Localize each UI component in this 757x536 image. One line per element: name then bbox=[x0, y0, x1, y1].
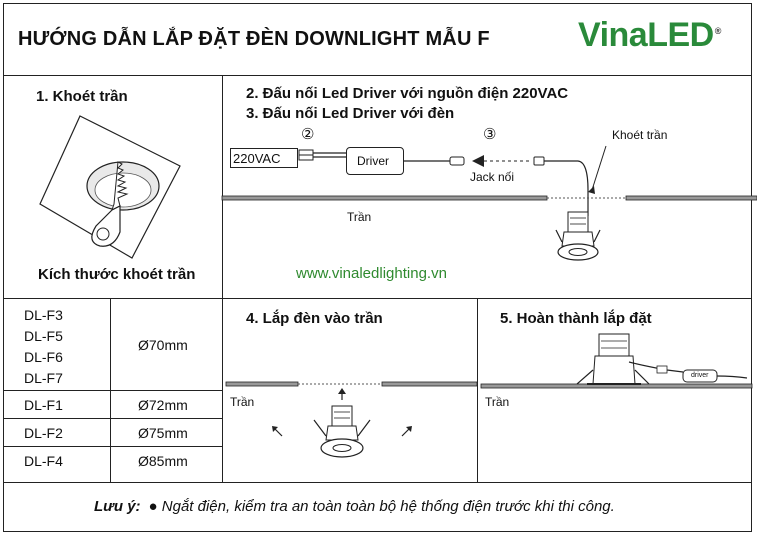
table-cell-model: DL-F2 bbox=[24, 425, 63, 441]
table-row-divider bbox=[3, 418, 222, 419]
step4-title: 4. Lắp đèn vào trần bbox=[246, 310, 383, 327]
driver-label: driver bbox=[691, 372, 709, 379]
table-cell-model: DL-F3 bbox=[24, 307, 63, 323]
step1-title: 1. Khoét trần bbox=[36, 88, 128, 105]
jack-male-shape bbox=[534, 157, 544, 165]
table-row-divider bbox=[3, 390, 222, 391]
table-cell-model: DL-F6 bbox=[24, 349, 63, 365]
safety-note bbox=[94, 498, 615, 515]
step2-title: 2. Đấu nối Led Driver với nguồn điện 220VAC bbox=[246, 85, 569, 102]
note-text: ● Ngắt điện, kiểm tra an toàn toàn bộ hệ thống điện trước khi thi công. bbox=[148, 498, 615, 515]
website-link[interactable]: www.vinaledlighting.vn bbox=[296, 265, 447, 282]
installed-downlight-shape bbox=[577, 334, 649, 384]
ceiling-label: Trần bbox=[230, 395, 255, 409]
step3-marker: ③ bbox=[483, 126, 497, 143]
ceiling-line bbox=[222, 196, 547, 200]
table-cell-size: Ø85mm bbox=[138, 453, 188, 469]
downlight-shape bbox=[314, 406, 370, 457]
table-cell-size: Ø75mm bbox=[138, 425, 188, 441]
step5-diagram bbox=[477, 326, 752, 396]
brand-logo bbox=[578, 16, 721, 55]
logo-registered: ® bbox=[714, 25, 721, 36]
step5-title: 5. Hoàn thành lắp đặt bbox=[500, 310, 652, 327]
step3-title: 3. Đấu nối Led Driver với đèn bbox=[246, 105, 455, 122]
logo-led: LED bbox=[647, 16, 714, 54]
cutout-size-title: Kích thước khoét trần bbox=[38, 266, 196, 283]
note-label: Lưu ý: bbox=[94, 498, 141, 515]
table-cell-size: Ø70mm bbox=[138, 337, 188, 353]
table-cell-model: DL-F5 bbox=[24, 328, 63, 344]
footer-divider bbox=[3, 482, 752, 483]
jack-female-shape bbox=[450, 157, 464, 165]
page-title: HƯỚNG DẪN LẮP ĐẶT ĐÈN DOWNLIGHT MẪU F bbox=[18, 28, 490, 50]
table-row-divider bbox=[3, 446, 222, 447]
connect-arrow-head bbox=[472, 155, 484, 167]
table-cell-size: Ø72mm bbox=[138, 397, 188, 413]
downlight-shape bbox=[556, 212, 600, 260]
header-divider bbox=[3, 75, 752, 76]
step2-marker: ② bbox=[301, 126, 315, 143]
logo-vina: Vina bbox=[578, 16, 648, 54]
table-cell-model: DL-F4 bbox=[24, 453, 63, 469]
cutout-label: Khoét trần bbox=[612, 128, 668, 142]
ceiling-label: Trần bbox=[347, 210, 372, 224]
ceiling-line bbox=[226, 382, 298, 386]
table-cell-model: DL-F7 bbox=[24, 370, 63, 386]
jack-label: Jack nối bbox=[470, 170, 515, 184]
table-cell-model: DL-F1 bbox=[24, 397, 63, 413]
voltage-label: 220VAC bbox=[233, 151, 281, 166]
driver-label: Driver bbox=[357, 154, 389, 168]
ceiling-label: Trần bbox=[485, 395, 510, 409]
cutout-illustration bbox=[40, 108, 190, 258]
step4-diagram bbox=[222, 378, 477, 482]
